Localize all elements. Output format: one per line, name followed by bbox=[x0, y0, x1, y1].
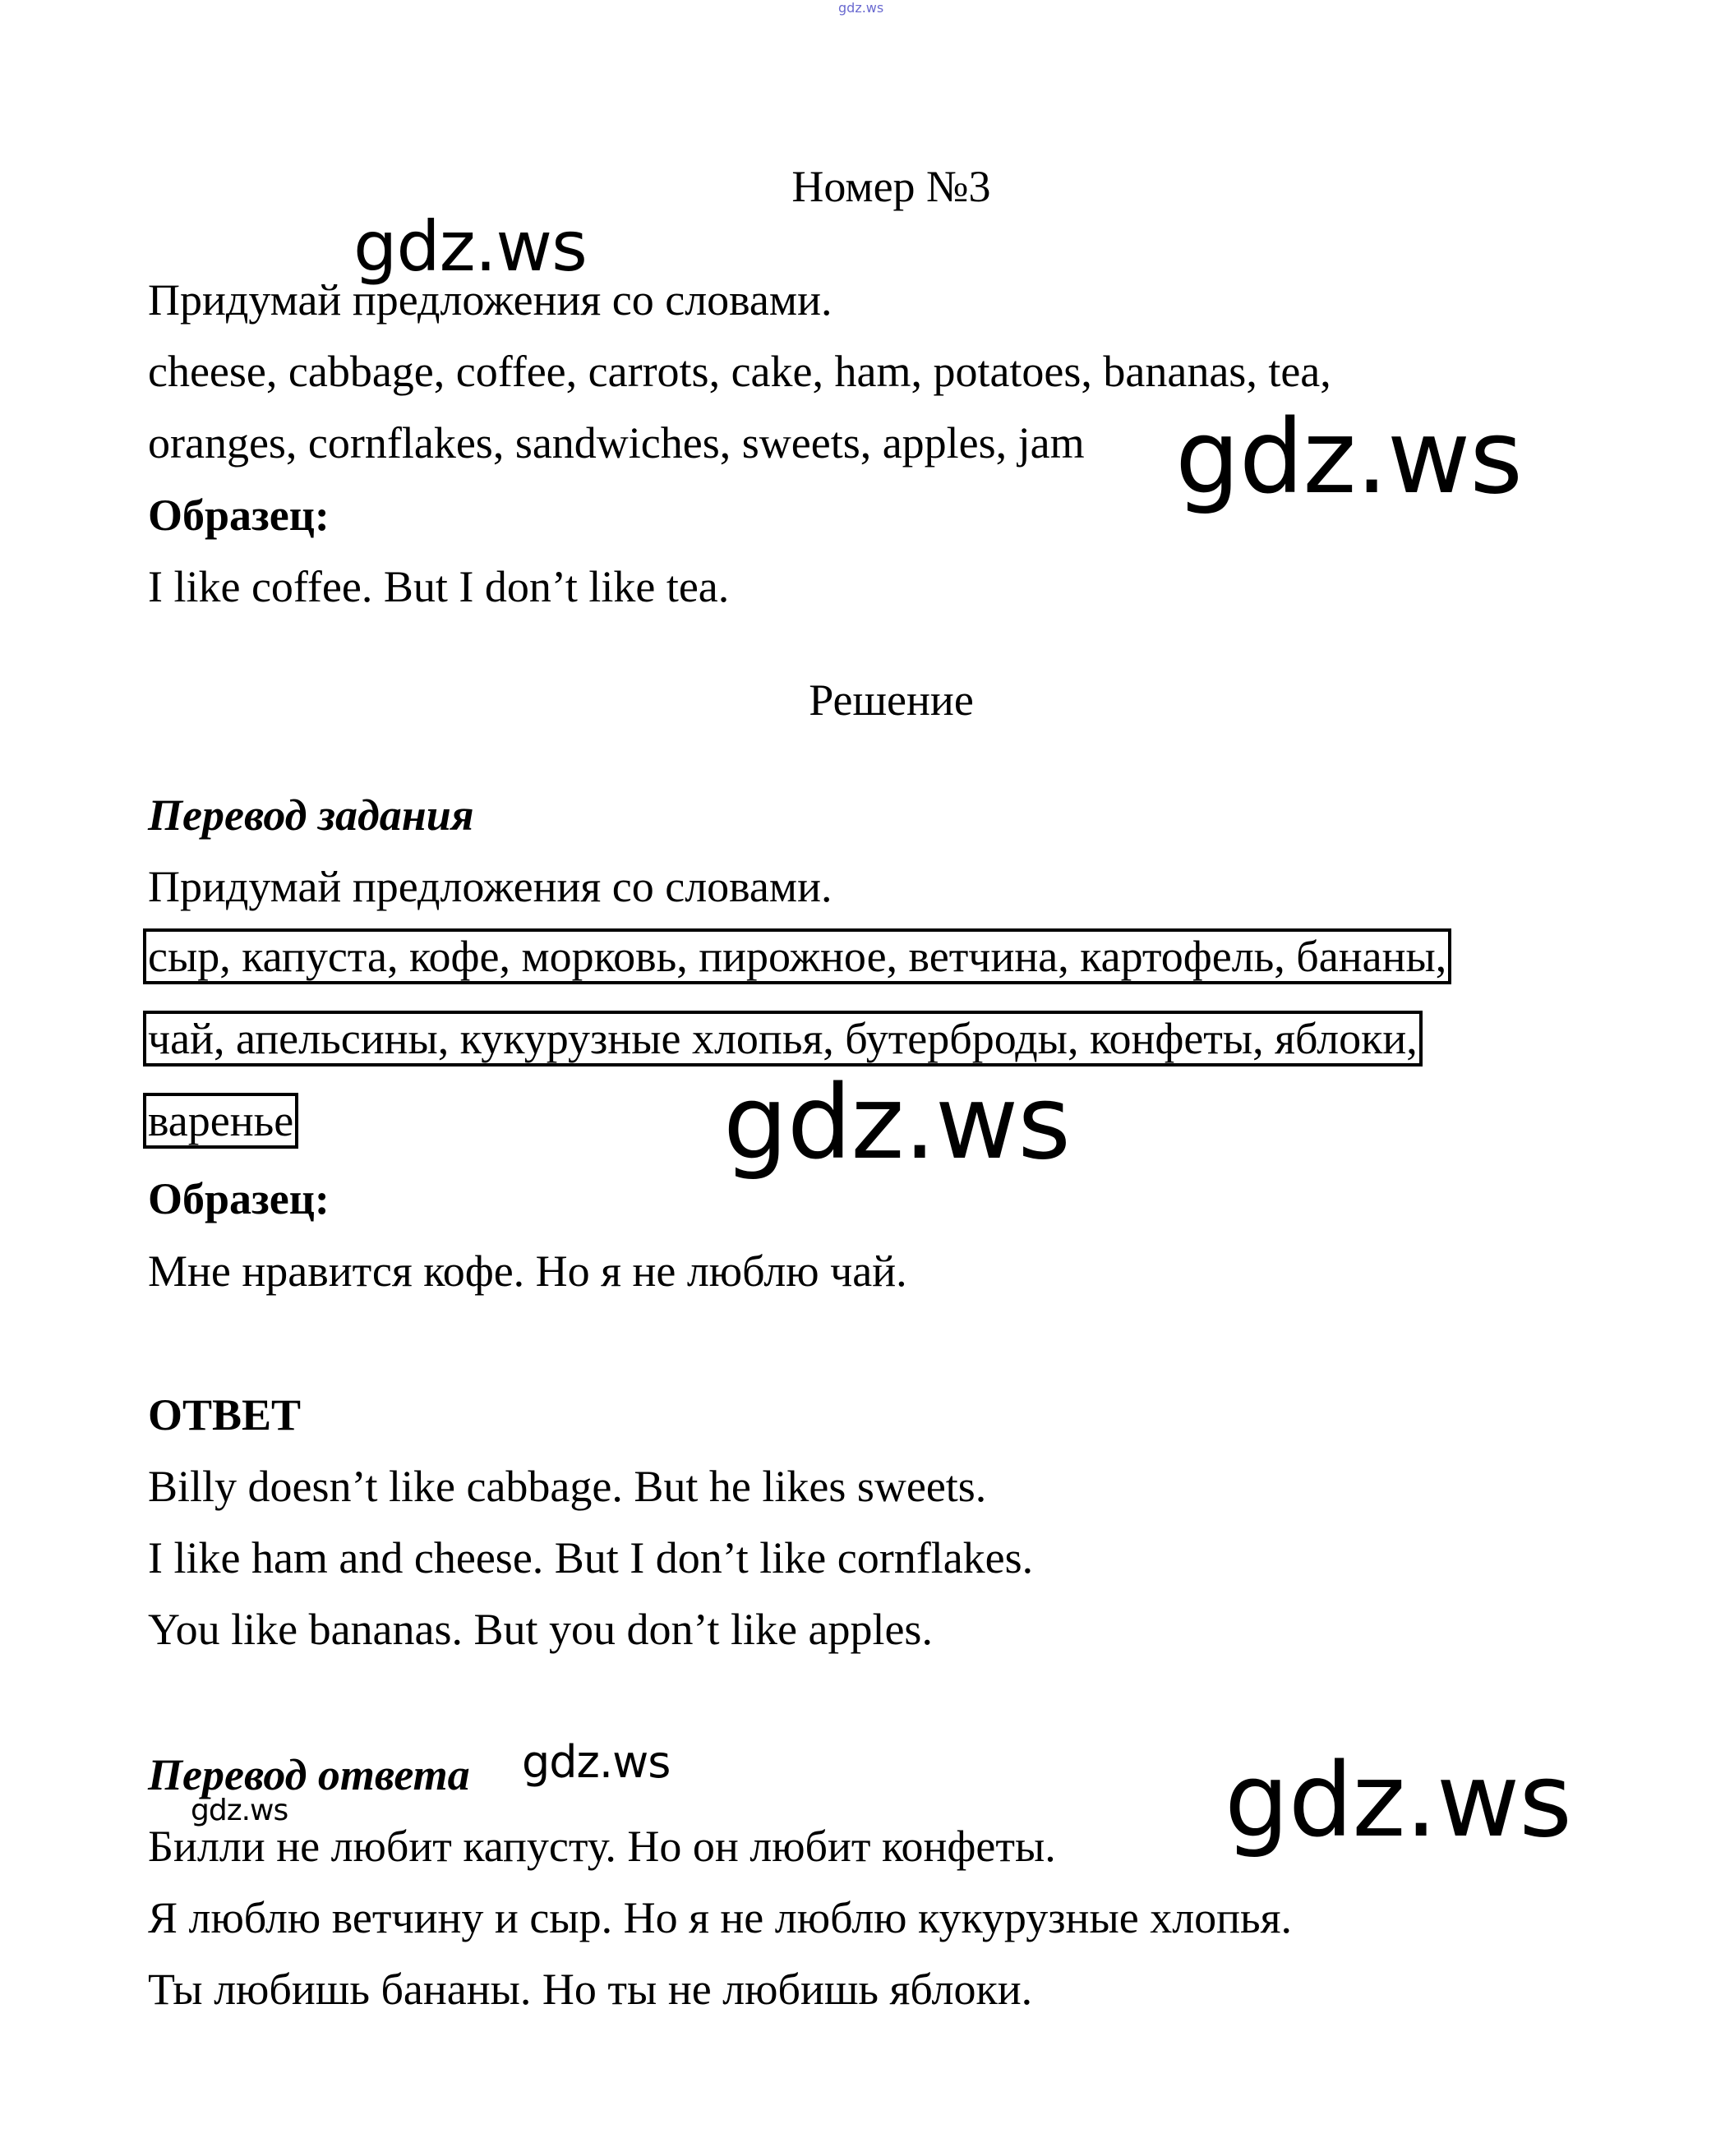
page-title: Номер №3 bbox=[791, 162, 991, 211]
answer-line-1: Billy doesn’t like cabbage. But he likes sweets. bbox=[148, 1462, 987, 1511]
translation-words-line-2 bbox=[148, 1016, 1423, 1061]
answer-heading: ОТВЕТ bbox=[148, 1390, 302, 1440]
solution-heading: Решение bbox=[809, 675, 974, 725]
task-sample-text: I like coffee. But I don’t like tea. bbox=[148, 562, 730, 611]
watermark: gdz.ws bbox=[522, 1736, 671, 1788]
translation-words-line-1 bbox=[148, 934, 1451, 979]
task-instruction: Придумай предложения со словами. bbox=[148, 275, 833, 325]
answer-translation-line-3: Ты любишь бананы. Но ты не любишь яблоки. bbox=[148, 1965, 1033, 2014]
answer-translation-line-2: Я люблю ветчину и сыр. Но я не люблю кукурузные хлопья. bbox=[148, 1893, 1293, 1942]
top-watermark: gdz.ws bbox=[838, 0, 884, 16]
watermark: gdz.ws bbox=[353, 206, 587, 287]
translation-sample-label: Образец: bbox=[148, 1174, 330, 1223]
answer-translation-line-1: Билли не любит капусту. Но он любит конфеты. bbox=[148, 1822, 1056, 1871]
answer-line-2: I like ham and cheese. But I don’t like cornflakes. bbox=[148, 1533, 1034, 1582]
translation-words-line-3 bbox=[148, 1096, 298, 1145]
task-words-line-1: cheese, cabbage, coffee, carrots, cake, ham, potatoes, bananas, tea, bbox=[148, 347, 1331, 396]
watermark: gdz.ws bbox=[191, 1794, 288, 1827]
watermark: gdz.ws bbox=[723, 1064, 1070, 1182]
translation-instruction: Придумай предложения со словами. bbox=[148, 862, 833, 911]
watermark: gdz.ws bbox=[1225, 1742, 1571, 1860]
translation-heading: Перевод задания bbox=[148, 790, 474, 840]
translation-words-box-3: варенье bbox=[143, 1093, 298, 1149]
translation-sample-text: Мне нравится кофе. Но я не люблю чай. bbox=[148, 1246, 907, 1296]
task-sample-label: Образец: bbox=[148, 491, 330, 540]
task-words-line-2: oranges, cornflakes, sandwiches, sweets, apples, jam bbox=[148, 418, 1085, 468]
answer-line-3: You like bananas. But you don’t like apples. bbox=[148, 1605, 933, 1654]
translation-words-box-1: сыр, капуста, кофе, морковь, пирожное, ветчина, картофель, бананы, bbox=[143, 928, 1451, 984]
translation-words-box-2: чай, апельсины, кукурузные хлопья, бутерброды, конфеты, яблоки, bbox=[143, 1011, 1423, 1066]
answer-translation-heading: Перевод ответа bbox=[148, 1750, 470, 1799]
watermark: gdz.ws bbox=[1175, 398, 1522, 517]
